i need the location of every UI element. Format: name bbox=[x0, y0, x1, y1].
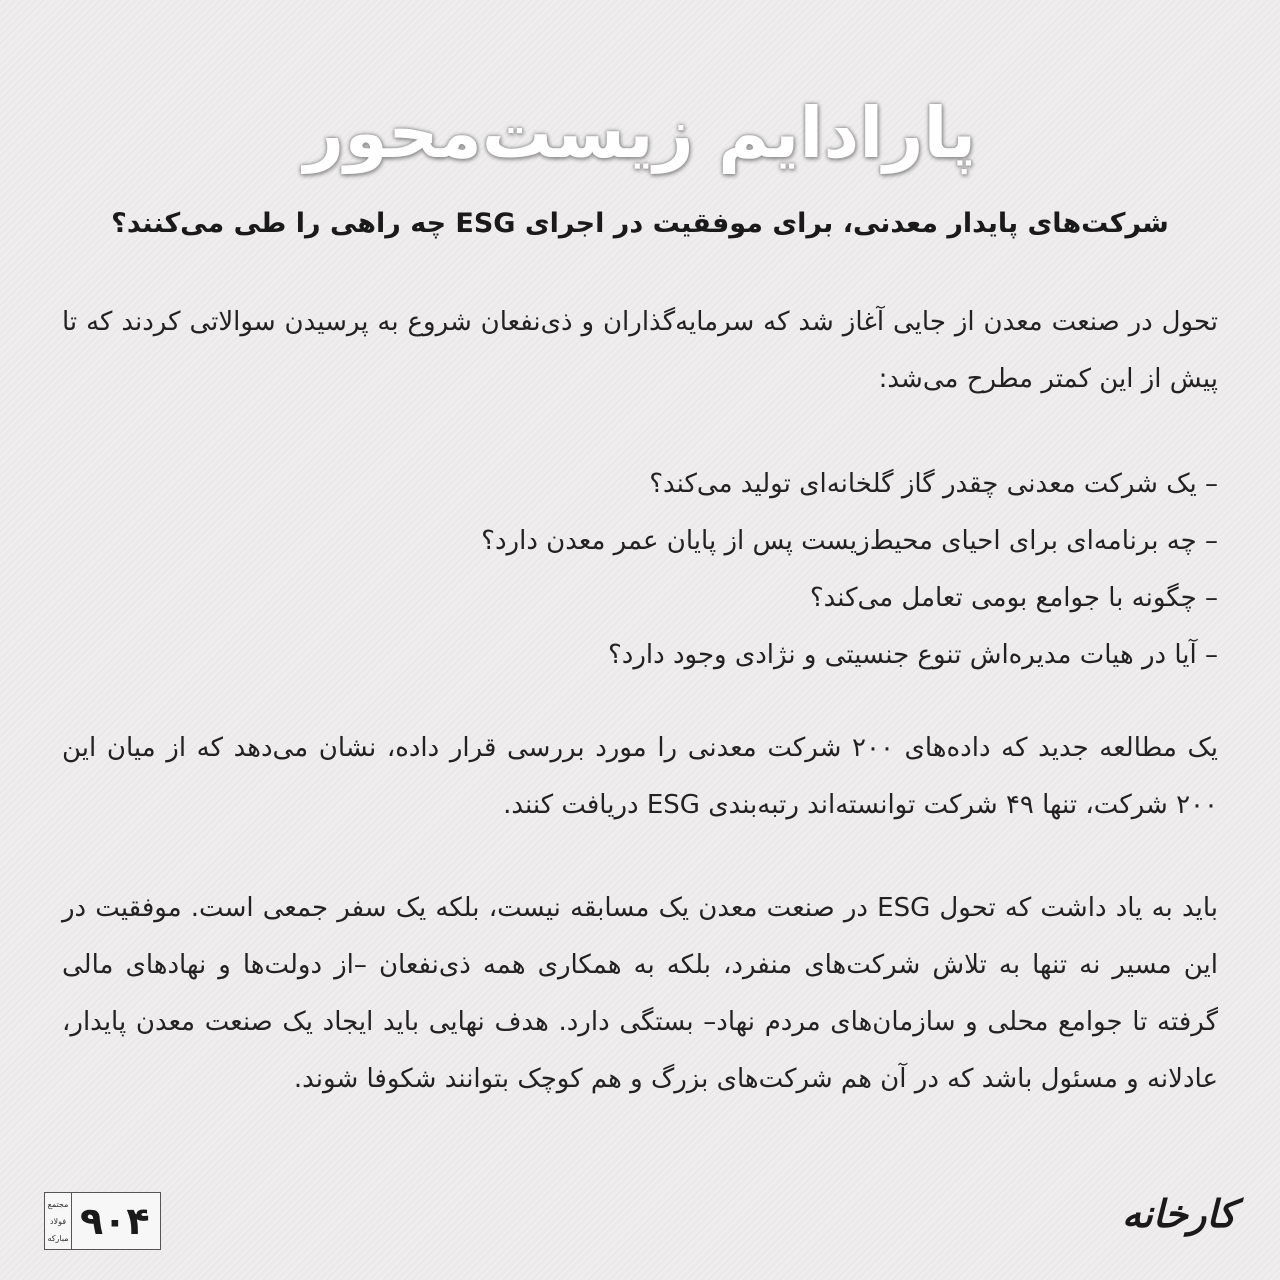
study-paragraph: یک مطالعه جدید که داده‌های ۲۰۰ شرکت معدنی را مورد بررسی قرار داده، نشان می‌دهد که از میان این ۲۰۰ شرکت، تنها ۴۹ شرکت توانسته‌اند رتبه‌بندی ESG دریافت کنند. bbox=[62, 733, 1218, 820]
logo-number: ۹۰۴ bbox=[80, 1199, 150, 1243]
conclusion-paragraph: باید به یاد داشت که تحول ESG در صنعت معدن یک مسابقه نیست، بلکه یک سفر جمعی است. موفقیت در این مسیر نه تنها به تلاش شرکت‌های منفرد، بلکه به همکاری همه ذی‌نفعان –از دولت‌ها و نهادهای مالی گرفته تا جوامع محلی و سازمان‌های مردم نهاد– بستگی دارد. هدف نهایی باید ایجاد یک صنعت معدن پایدار، عادلانه و مسئول باشد که در آن هم شرکت‌های بزرگ و هم کوچک بتوانند شکوفا شوند. bbox=[62, 893, 1218, 1094]
logo-caption-line: فولاد bbox=[49, 1216, 67, 1226]
page-subtitle: شرکت‌های پایدار معدنی، برای موفقیت در اجرای ESG چه راهی را طی می‌کنند؟ bbox=[111, 208, 1169, 239]
page-title: پارادایم زیست‌محور bbox=[303, 92, 977, 174]
questions-list bbox=[62, 456, 1218, 684]
question-item: – آیا در هیات مدیره‌اش تنوع جنسیتی و نژادی وجود دارد؟ bbox=[607, 640, 1218, 670]
intro-paragraph: تحول در صنعت معدن از جایی آغاز شد که سرمایه‌گذاران و ذی‌نفعان شروع به پرسیدن سوالاتی کردند که تا پیش از این کمتر مطرح می‌شد: bbox=[62, 307, 1218, 394]
logo-caption-line: مجتمع bbox=[47, 1199, 69, 1209]
question-item: – چه برنامه‌ای برای احیای محیط‌زیست پس از پایان عمر معدن دارد؟ bbox=[481, 526, 1218, 556]
logo-caption-line: مبارکه bbox=[47, 1233, 69, 1243]
logo-caption bbox=[45, 1193, 72, 1249]
karkhaneh-logo: کارخانه bbox=[1121, 1192, 1236, 1236]
question-item: – چگونه با جوامع بومی تعامل می‌کند؟ bbox=[809, 583, 1218, 613]
mobarakeh-steel-logo bbox=[44, 1192, 161, 1250]
question-item: – یک شرکت معدنی چقدر گاز گلخانه‌ای تولید می‌کند؟ bbox=[649, 469, 1218, 499]
